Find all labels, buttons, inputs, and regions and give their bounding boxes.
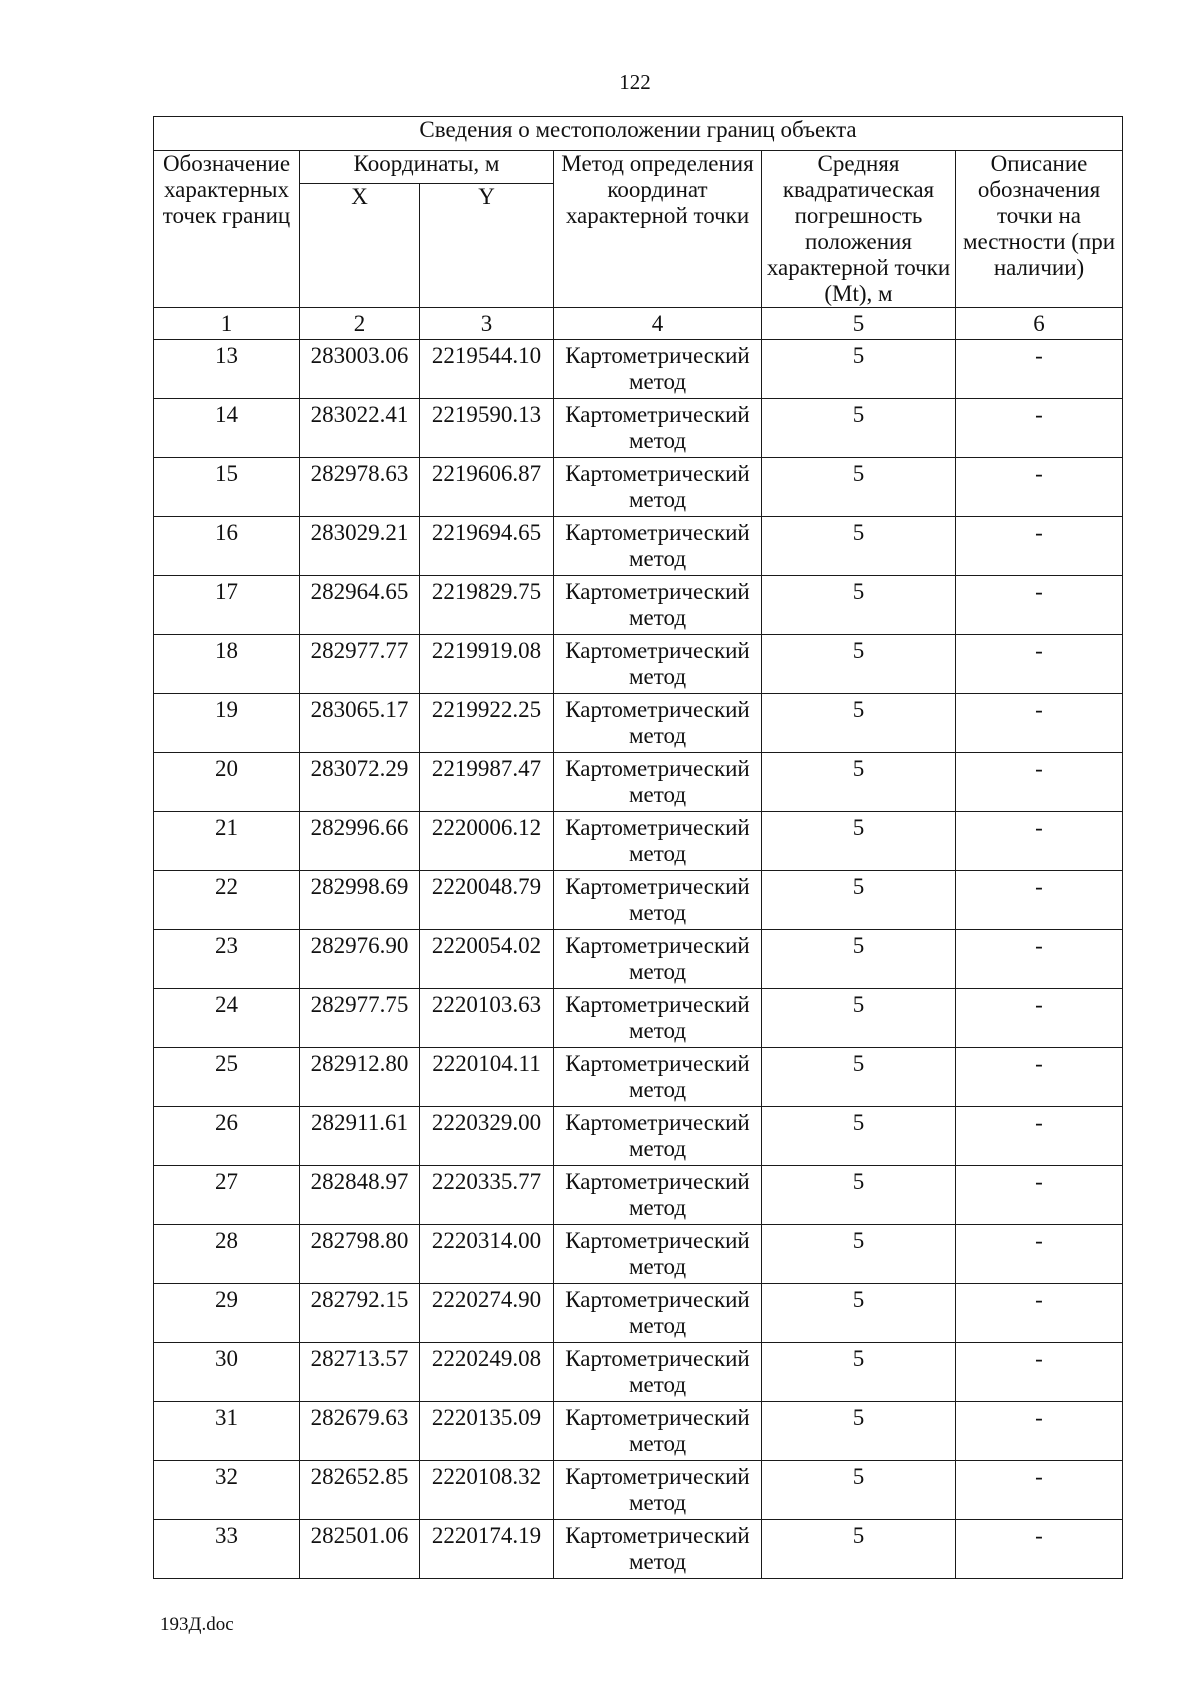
description-cell: - [956,753,1123,812]
method-cell: Картометрический метод [554,1225,762,1284]
error-cell: 5 [762,989,956,1048]
y-coordinate-cell: 2220274.90 [420,1284,554,1343]
description-cell: - [956,1461,1123,1520]
table-title: Сведения о местоположении границ объекта [154,117,1123,151]
error-cell: 5 [762,517,956,576]
x-coordinate-cell: 282652.85 [300,1461,420,1520]
table-row [154,1520,1123,1579]
x-coordinate-cell: 282798.80 [300,1225,420,1284]
y-coordinate-cell: 2219544.10 [420,340,554,399]
page-number: 122 [619,70,651,94]
description-cell: - [956,635,1123,694]
y-coordinate-cell: 2220135.09 [420,1402,554,1461]
error-cell: 5 [762,812,956,871]
table-row [154,458,1123,517]
error-cell: 5 [762,1520,956,1579]
x-coordinate-cell: 282964.65 [300,576,420,635]
method-cell: Картометрический метод [554,1402,762,1461]
description-cell: - [956,812,1123,871]
error-cell: 5 [762,576,956,635]
method-cell: Картометрический метод [554,1107,762,1166]
y-coordinate-cell: 2220329.00 [420,1107,554,1166]
x-coordinate-cell: 282977.77 [300,635,420,694]
x-coordinate-cell: 282998.69 [300,871,420,930]
point-cell: 18 [154,635,300,694]
y-coordinate-cell: 2220335.77 [420,1166,554,1225]
error-cell: 5 [762,458,956,517]
x-coordinate-cell: 283072.29 [300,753,420,812]
y-coordinate-cell: 2219987.47 [420,753,554,812]
x-coordinate-cell: 282976.90 [300,930,420,989]
method-cell: Картометрический метод [554,1461,762,1520]
table-row [154,871,1123,930]
column-number: 1 [154,308,300,340]
method-cell: Картометрический метод [554,1166,762,1225]
method-cell: Картометрический метод [554,1284,762,1343]
method-cell: Картометрический метод [554,340,762,399]
method-cell: Картометрический метод [554,753,762,812]
description-cell: - [956,1107,1123,1166]
table-row [154,1166,1123,1225]
y-coordinate-cell: 2220103.63 [420,989,554,1048]
table-row [154,1284,1123,1343]
table-row [154,517,1123,576]
error-cell: 5 [762,871,956,930]
point-cell: 14 [154,399,300,458]
point-cell: 26 [154,1107,300,1166]
method-cell: Картометрический метод [554,458,762,517]
column-number: 2 [300,308,420,340]
column-number: 3 [420,308,554,340]
footer-file-name: 193Д.doc [160,1614,234,1635]
method-cell: Картометрический метод [554,871,762,930]
point-cell: 20 [154,753,300,812]
point-cell: 19 [154,694,300,753]
y-coordinate-cell: 2220006.12 [420,812,554,871]
error-cell: 5 [762,399,956,458]
y-coordinate-cell: 2220048.79 [420,871,554,930]
header-coordinates: Координаты, м [300,151,554,184]
description-cell: - [956,1402,1123,1461]
point-cell: 30 [154,1343,300,1402]
table-row [154,635,1123,694]
method-cell: Картометрический метод [554,517,762,576]
description-cell: - [956,517,1123,576]
point-cell: 15 [154,458,300,517]
error-cell: 5 [762,340,956,399]
description-cell: - [956,458,1123,517]
method-cell: Картометрический метод [554,694,762,753]
point-cell: 31 [154,1402,300,1461]
header-description: Описание обозначения точки на местности (при наличии) [956,151,1123,308]
y-coordinate-cell: 2220104.11 [420,1048,554,1107]
table-row [154,340,1123,399]
error-cell: 5 [762,1048,956,1107]
x-coordinate-cell: 282996.66 [300,812,420,871]
method-cell: Картометрический метод [554,812,762,871]
y-coordinate-cell: 2220108.32 [420,1461,554,1520]
table-row [154,1107,1123,1166]
error-cell: 5 [762,1166,956,1225]
method-cell: Картометрический метод [554,1343,762,1402]
error-cell: 5 [762,1284,956,1343]
error-cell: 5 [762,1225,956,1284]
description-cell: - [956,871,1123,930]
method-cell: Картометрический метод [554,399,762,458]
y-coordinate-cell: 2220174.19 [420,1520,554,1579]
description-cell: - [956,576,1123,635]
table-row [154,694,1123,753]
table-row [154,399,1123,458]
x-coordinate-cell: 282501.06 [300,1520,420,1579]
x-coordinate-cell: 282978.63 [300,458,420,517]
point-cell: 24 [154,989,300,1048]
table-row [154,1048,1123,1107]
x-coordinate-cell: 282848.97 [300,1166,420,1225]
point-cell: 16 [154,517,300,576]
error-cell: 5 [762,694,956,753]
header-point-designation: Обозначение характерных точек границ [154,151,300,308]
description-cell: - [956,399,1123,458]
error-cell: 5 [762,930,956,989]
point-cell: 22 [154,871,300,930]
column-number: 6 [956,308,1123,340]
table-row [154,1461,1123,1520]
error-cell: 5 [762,1343,956,1402]
x-coordinate-cell: 282792.15 [300,1284,420,1343]
point-cell: 29 [154,1284,300,1343]
boundary-coordinates-table [153,116,1123,1579]
description-cell: - [956,930,1123,989]
point-cell: 21 [154,812,300,871]
error-cell: 5 [762,1461,956,1520]
table-row [154,930,1123,989]
x-coordinate-cell: 282713.57 [300,1343,420,1402]
table-row [154,1225,1123,1284]
method-cell: Картометрический метод [554,1520,762,1579]
point-cell: 17 [154,576,300,635]
description-cell: - [956,1284,1123,1343]
y-coordinate-cell: 2219590.13 [420,399,554,458]
y-coordinate-cell: 2219606.87 [420,458,554,517]
y-coordinate-cell: 2219922.25 [420,694,554,753]
y-coordinate-cell: 2220249.08 [420,1343,554,1402]
x-coordinate-cell: 283029.21 [300,517,420,576]
error-cell: 5 [762,635,956,694]
point-cell: 32 [154,1461,300,1520]
point-cell: 23 [154,930,300,989]
description-cell: - [956,1520,1123,1579]
point-cell: 27 [154,1166,300,1225]
x-coordinate-cell: 283065.17 [300,694,420,753]
header-method: Метод определения координат характерной точки [554,151,762,308]
point-cell: 13 [154,340,300,399]
x-coordinate-cell: 283003.06 [300,340,420,399]
x-coordinate-cell: 282911.61 [300,1107,420,1166]
y-coordinate-cell: 2219829.75 [420,576,554,635]
error-cell: 5 [762,1107,956,1166]
y-coordinate-cell: 2220314.00 [420,1225,554,1284]
method-cell: Картометрический метод [554,635,762,694]
column-numbers-row [154,308,1123,340]
x-coordinate-cell: 282977.75 [300,989,420,1048]
error-cell: 5 [762,753,956,812]
header-y: Y [420,184,554,308]
method-cell: Картометрический метод [554,930,762,989]
description-cell: - [956,1343,1123,1402]
header-error: Средняя квадратическая погрешность положения характерной точки (Mt), м [762,151,956,308]
table-row [154,989,1123,1048]
table-row [154,1343,1123,1402]
table-row [154,812,1123,871]
description-cell: - [956,694,1123,753]
table-body [154,340,1123,1579]
table-row [154,1402,1123,1461]
point-cell: 33 [154,1520,300,1579]
method-cell: Картометрический метод [554,1048,762,1107]
error-cell: 5 [762,1402,956,1461]
table-row [154,753,1123,812]
y-coordinate-cell: 2219919.08 [420,635,554,694]
point-cell: 28 [154,1225,300,1284]
x-coordinate-cell: 283022.41 [300,399,420,458]
table-row [154,576,1123,635]
description-cell: - [956,1225,1123,1284]
description-cell: - [956,1048,1123,1107]
description-cell: - [956,989,1123,1048]
header-x: X [300,184,420,308]
description-cell: - [956,1166,1123,1225]
y-coordinate-cell: 2219694.65 [420,517,554,576]
method-cell: Картометрический метод [554,576,762,635]
column-number: 5 [762,308,956,340]
y-coordinate-cell: 2220054.02 [420,930,554,989]
x-coordinate-cell: 282912.80 [300,1048,420,1107]
x-coordinate-cell: 282679.63 [300,1402,420,1461]
method-cell: Картометрический метод [554,989,762,1048]
column-number: 4 [554,308,762,340]
description-cell: - [956,340,1123,399]
point-cell: 25 [154,1048,300,1107]
